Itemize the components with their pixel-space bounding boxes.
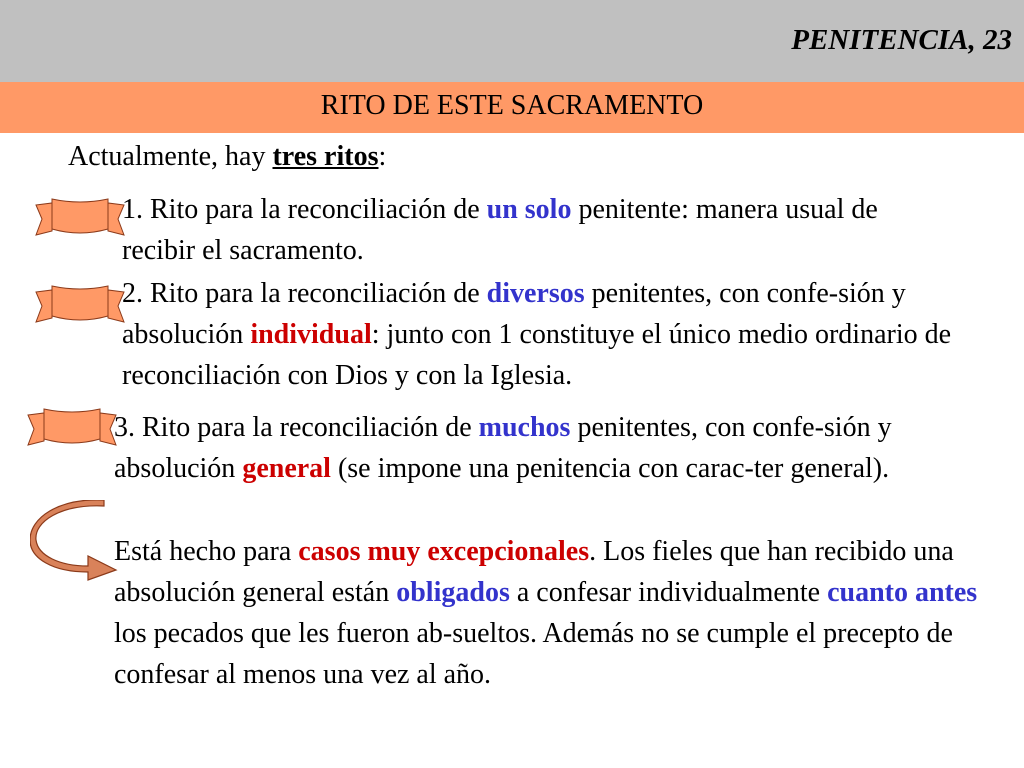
rite-2-highlight-blue: diversos [486,278,585,309]
rite-1-text-a: 1. Rito para la reconciliación de [122,194,487,225]
rite-1-highlight: un solo [486,194,572,225]
note-text-a: Está hecho para [114,536,299,567]
note-text-g: los pecados que les fueron ab-sueltos. Además no se cumple el precepto de confesar al menos una vez al año. [114,618,953,690]
rite-2-text-a: 2. Rito para la reconciliación de [122,278,487,309]
note-highlight-obligados: obligados [396,577,510,608]
rite-3 [114,407,994,489]
rite-3-highlight-red: general [242,453,331,484]
rite-1-text-c: penitente: manera usual de recibir el sacramento. [122,194,878,266]
rite-3-text-a: 3. Rito para la reconciliación de [114,412,479,443]
exception-note [114,531,994,695]
section-title: RITO DE ESTE SACRAMENTO [320,90,704,121]
intro-text [68,141,386,173]
note-highlight-cuanto-antes: cuanto antes [827,577,978,608]
rite-3-text-e: (se impone una penitencia con carac-ter general). [330,453,890,484]
intro-post: : [378,141,387,172]
rite-2-text-e: : junto con 1 constituye el único medio ordinario de reconciliación con Dios y con la Iglesia. [122,319,952,391]
slide-title: PENITENCIA, 23 [791,24,1012,56]
intro-key: tres ritos [272,141,379,172]
banner-icon [32,284,128,330]
rite-3-text-c: penitentes, con confe-sión y absolución [114,412,892,484]
curved-arrow-icon [30,500,122,582]
banner-icon [32,197,128,243]
rite-2 [122,273,1002,396]
note-text-c: . Los fieles que han recibido una absolución general están [114,536,954,608]
note-text-e: a confesar individualmente [509,577,828,608]
banner-icon [24,407,120,453]
rite-2-highlight-red: individual [250,319,372,350]
note-highlight-red: casos muy excepcionales [298,536,590,567]
rite-3-highlight-blue: muchos [478,412,571,443]
intro-pre: Actualmente, hay [68,141,273,172]
rite-1 [122,189,952,271]
rite-2-text-c: penitentes, con confe-sión y absolución [122,278,906,350]
